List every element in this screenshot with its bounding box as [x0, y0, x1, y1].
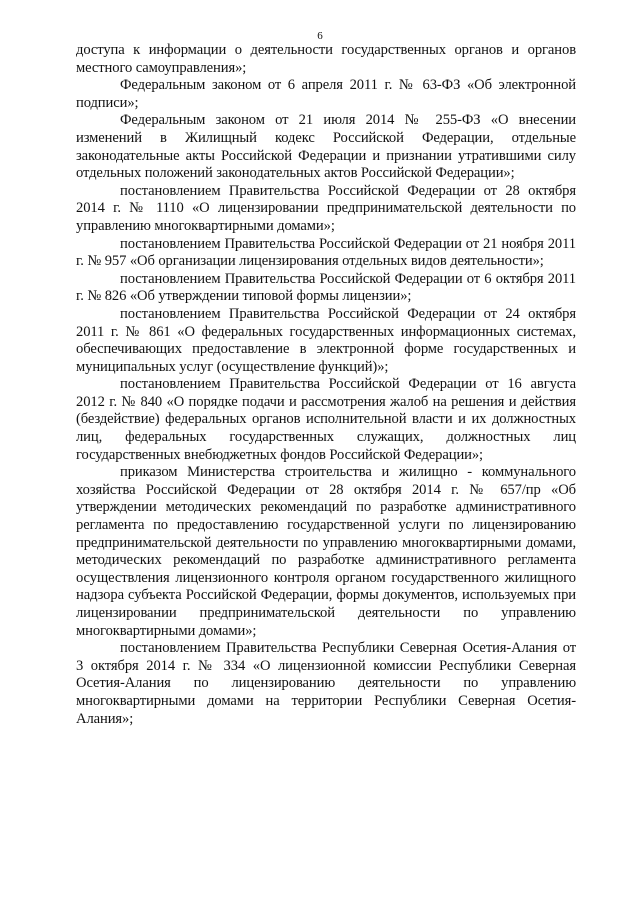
paragraph-decree-1110: постановлением Правительства Российской Федерации от 28 октября 2014 г. № 1110 «О лицензировании предпринимательской деятельности по управлению многоквартирными домами»; — [76, 182, 576, 234]
paragraph-decree-957: постановлением Правительства Российской Федерации от 21 ноября 2011 г. № 957 «Об организации лицензирования отдельных видов деятельности»; — [76, 235, 576, 270]
paragraph-order-657: приказом Министерства строительства и жилищно - коммунального хозяйства Российской Федерации от 28 октября 2014 г. № 657/пр «Об утверждении методических рекомендаций по разработке административного регламента по предоставлению государственной услуги по лицензированию предпринимательской деятельности по управлению многоквартирными домами, методических рекомендаций по разработке административного регламента осуществления лицензионного контроля органом государственного жилищного надзора субъекта Российской Федерации, формы документов, используемых при лицензировании предпринимательской деятельности по управлению многоквартирными домами»; — [76, 464, 576, 639]
paragraph-decree-840: постановлением Правительства Российской Федерации от 16 августа 2012 г. № 840 «О порядке подачи и рассмотрения жалоб на решения и действия (бездействие) федеральных органов исполнительной власти и их должностных лиц, федеральных государственных служащих, должностных лиц государственных внебюджетных фондов Российской Федерации»; — [76, 376, 576, 463]
document-body — [76, 42, 576, 728]
paragraph-decree-861: постановлением Правительства Российской Федерации от 24 октября 2011 г. № 861 «О федеральных государственных информационных системах, обеспечивающих предоставление в электронной форме государственных и муниципальных услуг (осуществление функций)»; — [76, 305, 576, 375]
paragraph-law-63fz: Федеральным законом от 6 апреля 2011 г. № 63-ФЗ «Об электронной подписи»; — [76, 77, 576, 111]
paragraph-continuation: доступа к информации о деятельности государственных органов и органов местного самоуправления»; — [76, 42, 576, 76]
paragraph-decree-826: постановлением Правительства Российской Федерации от 6 октября 2011 г. № 826 «Об утверждении типовой формы лицензии»; — [76, 270, 576, 305]
paragraph-decree-334: постановлением Правительства Республики Северная Осетия-Алания от 3 октября 2014 г. № 334 «О лицензионной комиссии Республики Северная Осетия-Алания по лицензированию деятельности по управлению многоквартирными домами на территории Республики Северная Осетия-Алания»; — [76, 640, 576, 727]
paragraph-law-255fz: Федеральным законом от 21 июля 2014 № 255-ФЗ «О внесении изменений в Жилищный кодекс Российской Федерации, отдельные законодательные акты Российской Федерации и признании утратившими силу отдельных положений законодательных актов Российской Федерации»; — [76, 112, 576, 182]
page-number: 6 — [317, 30, 323, 42]
